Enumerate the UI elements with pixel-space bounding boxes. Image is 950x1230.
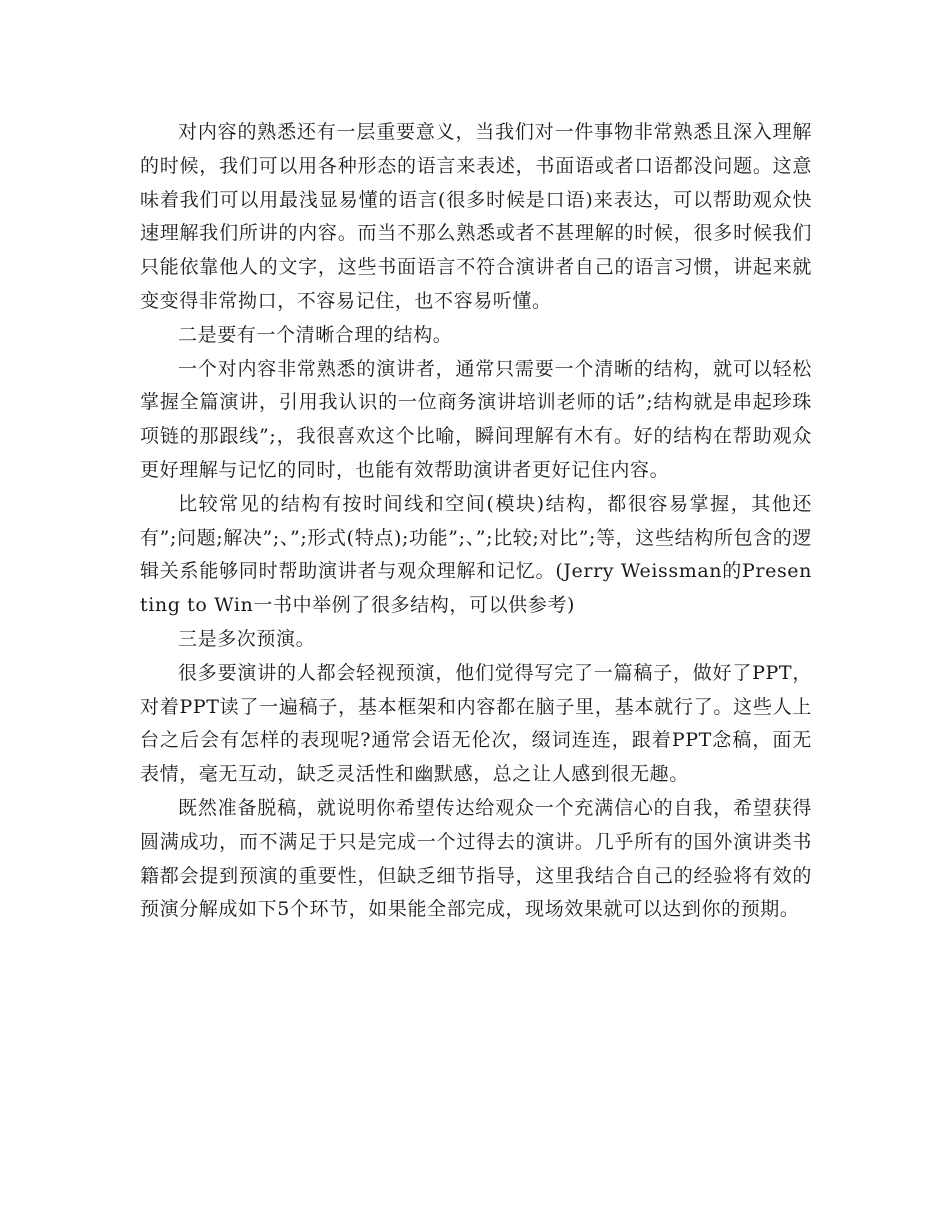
paragraph-familiarity: 对内容的熟悉还有一层重要意义，当我们对一件事物非常熟悉且深入理解的时候，我们可以用各种形态的语言来表述，书面语或者口语都没问题。这意味着我们可以用最浅显易懂的语言(很多时候是口语)来表达，可以帮助观众快速理解我们所讲的内容。而当不那么熟悉或者不甚理解的时候，很多时候我们只能依靠他人的文字，这些书面语言不符合演讲者自己的语言习惯，讲起来就变变得非常拗口，不容易记住，也不容易听懂。: [140, 121, 812, 312]
paragraph-structure-types: 比较常见的结构有按时间线和空间(模块)结构，都很容易掌握，其他还有”;问题;解决”;、”;形式(特点);功能”;、”;比较;对比”;等，这些结构所包含的逻辑关系能够同时帮助演讲者与观众理解和记忆。(Jerry Weissman的Presenting to Win一书中举例了很多结构，可以供参考): [140, 492, 812, 617]
paragraph-rehearsal-steps: 既然准备脱稿，就说明你希望传达给观众一个充满信心的自我，希望获得圆满成功，而不满足于只是完成一个过得去的演讲。几乎所有的国外演讲类书籍都会提到预演的重要性，但缺乏细节指导，这里我结合自己的经验将有效的预演分解成如下5个环节，如果能全部完成，现场效果就可以达到你的预期。: [140, 796, 812, 921]
heading-rehearsal: 三是多次预演。: [178, 627, 316, 650]
paragraph-rehearsal: 很多要演讲的人都会轻视预演，他们觉得写完了一篇稿子，做好了PPT，对着PPT读了一遍稿子，基本框架和内容都在脑子里，基本就行了。这些人上台之后会有怎样的表现呢?通常会语无伦次，缀词连连，跟着PPT念稿，面无表情，毫无互动，缺乏灵活性和幽默感，总之让人感到很无趣。: [140, 661, 812, 786]
heading-structure: 二是要有一个清晰合理的结构。: [178, 323, 453, 346]
paragraph-structure: 一个对内容非常熟悉的演讲者，通常只需要一个清晰的结构，就可以轻松掌握全篇演讲，引用我认识的一位商务演讲培训老师的话”;结构就是串起珍珠项链的那跟线”;，我很喜欢这个比喻，瞬间理解有木有。好的结构在帮助观众更好理解与记忆的同时，也能有效帮助演讲者更好记住内容。: [140, 357, 812, 481]
document-body: [140, 116, 812, 927]
